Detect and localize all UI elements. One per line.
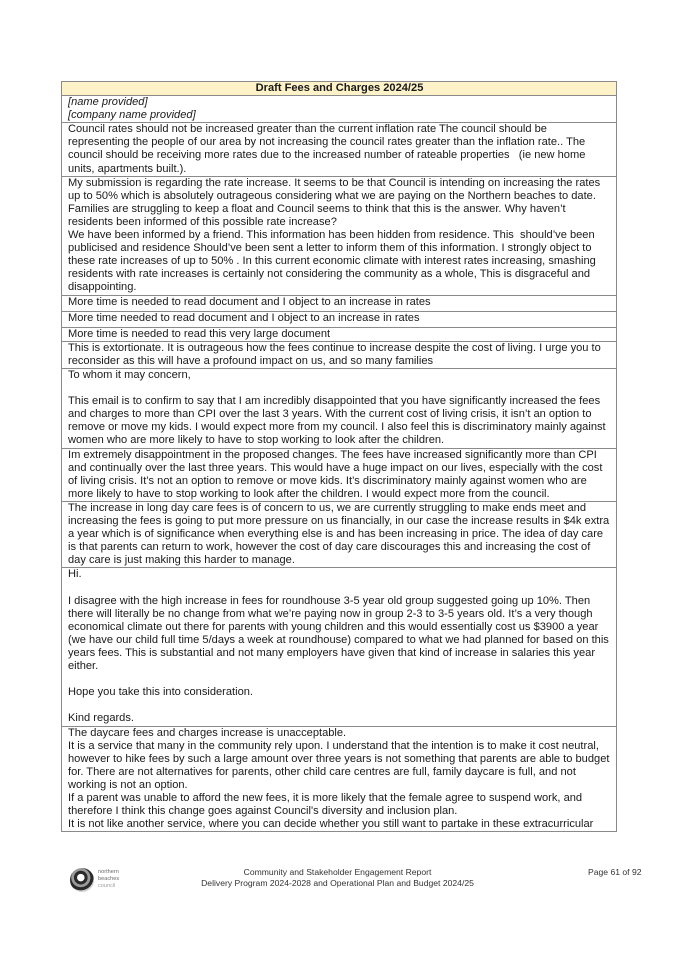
submission-text: My submission is regarding the rate increase. It seems to be that Council is intending on increasing the rates up to 50% which is absolutely outrageous considering what we are paying on the Northern beaches to date. Families are struggling to keep a float and Council seems to think that this is the answer. Why haven’t residents been informed of this possible rate increase? We have been informed by a friend. This information has been hidden from residence. This should’ve been publicised and residence Should’ve been sent a letter to inform them of this information. I strongly object to these rate increases of up to 50% . In this current economic climate with interest rates increasing, smashing residents with rate increases is certainly not considering the community as a whole, This is disgraceful and disappointing. bbox=[62, 176, 617, 295]
table-row bbox=[62, 448, 617, 501]
table-row bbox=[62, 726, 617, 832]
submission-text: To whom it may concern, This email is to confirm to say that I am incredibly disappointed that you have significantly increased the fees and charges to more than CPI over the last 3 years. With the current cost of living crisis, it isn’t an option to remove or move my kids. I would expect more from my council. I also feel this is discriminatory mainly against women who are more likely to have to stop working to look after the children. bbox=[62, 368, 617, 448]
submission-text: Im extremely disappointment in the proposed changes. The fees have increased significantly more than CPI and continually over the last three years. This would have a huge impact on our lives, especially with the cost of living crisis. It’s not an option to remove or move kids. It’s discriminatory mainly against women who are more likely to have to stop working to look after the children. I would expect more from the council. bbox=[62, 448, 617, 501]
table-row bbox=[62, 295, 617, 311]
submission-text: The daycare fees and charges increase is unacceptable. It is a service that many in the community rely upon. I understand that the intention is to make it cost neutral, however to hike fees by such a large amount over three years is not something that parents are able to budget for. There are not alternatives for parents, other child care centres are full, family daycare is full, and not working is not an option. If a parent was unable to afford the new fees, it is more likely that the female agree to suspend work, and therefore I think this change goes against Council's diversity and inclusion plan. It is not like another service, where you can decide whether you still want to partake in these extracurricular bbox=[62, 726, 617, 832]
submissions-table bbox=[61, 81, 617, 832]
submission-text: More time is needed to read document and I object to an increase in rates bbox=[62, 295, 617, 311]
submission-text: Hi. I disagree with the high increase in fees for roundhouse 3-5 year old group suggested going up 10%. Then there will literally be no change from what we’re paying now in group 2-3 to 3-5 years old. It’s a very though economical climate out there for parents with young children and this would essentially cost us $3900 a year (we have our child full time 5/days a week at roundhouse) compared to what we had planned for based on this years fees. This is substantial and not many employers have given that kind of increase in salaries this year either. Hope you take this into consideration. Kind regards. bbox=[62, 568, 617, 726]
submission-text: More time needed to read document and I object to an increase in rates bbox=[62, 311, 617, 327]
footer-report-subtitle: Delivery Program 2024-2028 and Operational Plan and Budget 2024/25 bbox=[201, 877, 474, 888]
submitter-cell bbox=[62, 96, 617, 123]
submitter-row bbox=[62, 96, 617, 123]
logo-word: council bbox=[98, 883, 116, 889]
table-row bbox=[62, 123, 617, 176]
table-title: Draft Fees and Charges 2024/25 bbox=[62, 82, 617, 96]
submitter-name: [name provided] bbox=[68, 96, 148, 109]
table-row bbox=[62, 311, 617, 327]
table-row bbox=[62, 176, 617, 295]
submission-text: This is extortionate. It is outrageous how the fees continue to increase despite the cost of living. I urge you to reconsider as this will have a profound impact on us, and so many families bbox=[62, 341, 617, 368]
logo-word: beaches bbox=[98, 876, 120, 882]
footer-report-title: Community and Stakeholder Engagement Report bbox=[243, 867, 432, 877]
table-row bbox=[62, 568, 617, 726]
submission-text: Council rates should not be increased greater than the current inflation rate The council should be representing the people of our area by not increasing the council rates greater than the inflation rate.. The council should be receiving more rates due to the increased number of rateable properties (ie new home units, apartments built.). bbox=[62, 123, 617, 176]
table-row bbox=[62, 327, 617, 341]
table-row bbox=[62, 501, 617, 567]
table-row bbox=[62, 368, 617, 448]
table-row bbox=[62, 341, 617, 368]
page-number: Page 61 of 92 bbox=[588, 867, 642, 877]
submitter-company: [company name provided] bbox=[68, 109, 196, 122]
table-header-row bbox=[62, 82, 617, 96]
submission-text: The increase in long day care fees is of concern to us, we are currently struggling to make ends meet and increasing the fees is going to put more pressure on us financially, in our case the increase results in $4k extra a year which is of significance when everything else is and has been increasing in price. The idea of day care is that parents can return to work, however the cost of day care discourages this and increasing the cost of day care is just making this harder to manage. bbox=[62, 501, 617, 567]
submission-text: More time is needed to read this very large document bbox=[62, 327, 617, 341]
logo-word: northern bbox=[98, 869, 119, 875]
